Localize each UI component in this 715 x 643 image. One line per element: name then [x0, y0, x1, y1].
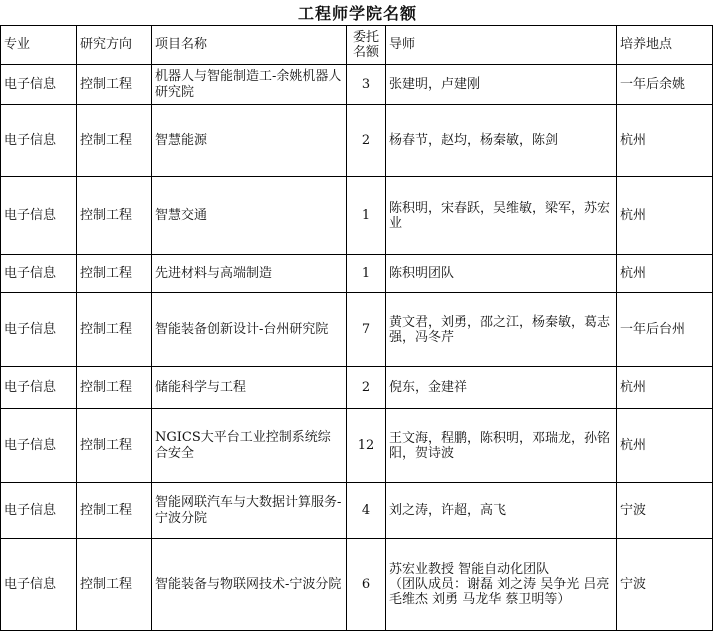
cell-mentor: 张建明，卢建刚 — [386, 65, 617, 105]
cell-count: 2 — [347, 105, 386, 177]
cell-major: 电子信息 — [1, 255, 77, 293]
cell-project: 智能网联汽车与大数据计算服务-宁波分院 — [152, 483, 347, 539]
table-row — [1, 293, 713, 367]
cell-mentor: 黄文君，刘勇，邵之江，杨秦敏，葛志强，冯冬芹 — [386, 293, 617, 367]
cell-project: NGICS大平台工业控制系统综合安全 — [152, 409, 347, 483]
cell-mentor — [386, 539, 617, 631]
table-row — [1, 409, 713, 483]
cell-direction: 控制工程 — [77, 177, 152, 255]
mentor-line: 毛维杰 刘勇 马龙华 蔡卫明等） — [389, 592, 571, 607]
cell-project: 机器人与智能制造工-余姚机器人研究院 — [152, 65, 347, 105]
cell-major: 电子信息 — [1, 539, 77, 631]
cell-major: 电子信息 — [1, 367, 77, 409]
cell-direction: 控制工程 — [77, 367, 152, 409]
cell-direction: 控制工程 — [77, 483, 152, 539]
cell-project: 先进材料与高端制造 — [152, 255, 347, 293]
table-row — [1, 255, 713, 293]
cell-count: 3 — [347, 65, 386, 105]
table-row — [1, 177, 713, 255]
header-location: 培养地点 — [617, 26, 713, 65]
cell-direction: 控制工程 — [77, 65, 152, 105]
cell-mentor: 王文海，程鹏，陈积明，邓瑞龙，孙铭阳，贺诗波 — [386, 409, 617, 483]
header-mentor: 导师 — [386, 26, 617, 65]
table-row — [1, 65, 713, 105]
cell-location: 杭州 — [617, 255, 713, 293]
cell-direction: 控制工程 — [77, 105, 152, 177]
table-header-row — [1, 26, 713, 65]
page-title: 工程师学院名额 — [297, 4, 417, 23]
table-row — [1, 483, 713, 539]
cell-mentor: 陈积明，宋春跃，吴维敏，梁军，苏宏业 — [386, 177, 617, 255]
cell-location: 杭州 — [617, 367, 713, 409]
header-major: 专业 — [1, 26, 77, 65]
cell-count: 2 — [347, 367, 386, 409]
header-project: 项目名称 — [152, 26, 347, 65]
cell-count: 1 — [347, 255, 386, 293]
cell-project: 智慧能源 — [152, 105, 347, 177]
cell-location: 一年后余姚 — [617, 65, 713, 105]
cell-location: 杭州 — [617, 177, 713, 255]
cell-major: 电子信息 — [1, 65, 77, 105]
mentor-line: （团队成员：谢磊 刘之涛 吴争光 吕亮 — [389, 577, 610, 592]
table-row — [1, 367, 713, 409]
cell-mentor: 刘之涛，许超，高飞 — [386, 483, 617, 539]
cell-location: 宁波 — [617, 539, 713, 631]
cell-major: 电子信息 — [1, 177, 77, 255]
cell-direction: 控制工程 — [77, 409, 152, 483]
header-direction: 研究方向 — [77, 26, 152, 65]
cell-count: 12 — [347, 409, 386, 483]
cell-count: 7 — [347, 293, 386, 367]
cell-direction: 控制工程 — [77, 539, 152, 631]
cell-project: 智慧交通 — [152, 177, 347, 255]
cell-major: 电子信息 — [1, 105, 77, 177]
table-row — [1, 105, 713, 177]
cell-direction: 控制工程 — [77, 255, 152, 293]
cell-count: 1 — [347, 177, 386, 255]
cell-major: 电子信息 — [1, 483, 77, 539]
cell-project: 储能科学与工程 — [152, 367, 347, 409]
cell-project: 智能装备创新设计-台州研究院 — [152, 293, 347, 367]
cell-location: 杭州 — [617, 409, 713, 483]
cell-major: 电子信息 — [1, 409, 77, 483]
cell-location: 杭州 — [617, 105, 713, 177]
cell-mentor: 杨春节，赵均，杨秦敏，陈剑 — [386, 105, 617, 177]
mentor-line: 苏宏业教授 智能自动化团队 — [389, 562, 550, 577]
cell-location: 宁波 — [617, 483, 713, 539]
header-count: 委托名额 — [347, 26, 386, 65]
cell-major: 电子信息 — [1, 293, 77, 367]
table-row — [1, 539, 713, 631]
cell-project: 智能装备与物联网技术-宁波分院 — [152, 539, 347, 631]
cell-count: 6 — [347, 539, 386, 631]
cell-mentor: 倪东，金建祥 — [386, 367, 617, 409]
cell-location: 一年后台州 — [617, 293, 713, 367]
quota-table — [0, 25, 713, 631]
cell-count: 4 — [347, 483, 386, 539]
cell-direction: 控制工程 — [77, 293, 152, 367]
cell-mentor: 陈积明团队 — [386, 255, 617, 293]
